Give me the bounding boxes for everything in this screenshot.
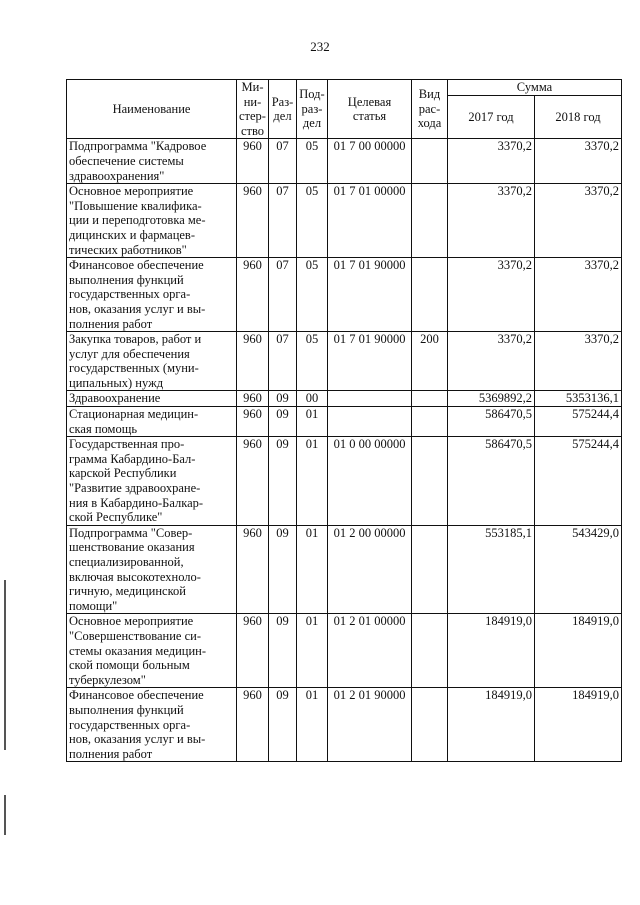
edge-mark — [4, 580, 6, 750]
cell-subsection: 05 — [297, 332, 328, 391]
cell-name: Стационарная медицин- ская помощь — [67, 407, 237, 437]
cell-2017: 586470,5 — [448, 437, 535, 526]
cell-subsection: 01 — [297, 407, 328, 437]
cell-section: 07 — [269, 332, 297, 391]
header-kind: Вид рас- хода — [412, 80, 448, 139]
table-row — [67, 184, 622, 258]
cell-ministry: 960 — [237, 688, 269, 762]
cell-target: 01 7 00 00000 — [328, 139, 412, 184]
cell-name: Основное мероприятие "Повышение квалифика- ции и переподготовка ме- дицинских и фармацев- тических работников" — [67, 184, 237, 258]
cell-2017: 5369892,2 — [448, 391, 535, 407]
cell-2018: 575244,4 — [535, 407, 622, 437]
cell-ministry: 960 — [237, 184, 269, 258]
table-row — [67, 258, 622, 332]
cell-ministry: 960 — [237, 258, 269, 332]
header-target: Целевая статья — [328, 80, 412, 139]
cell-ministry: 960 — [237, 391, 269, 407]
cell-subsection: 05 — [297, 139, 328, 184]
cell-section: 09 — [269, 391, 297, 407]
header-subsection: Под- раз- дел — [297, 80, 328, 139]
cell-2018: 3370,2 — [535, 332, 622, 391]
cell-section: 07 — [269, 139, 297, 184]
cell-target: 01 7 01 90000 — [328, 332, 412, 391]
cell-subsection: 00 — [297, 391, 328, 407]
cell-2018: 184919,0 — [535, 614, 622, 688]
cell-target — [328, 407, 412, 437]
cell-ministry: 960 — [237, 614, 269, 688]
header-2017: 2017 год — [448, 96, 535, 139]
header-sum: Сумма — [448, 80, 622, 96]
cell-ministry: 960 — [237, 139, 269, 184]
cell-section: 07 — [269, 258, 297, 332]
cell-2017: 184919,0 — [448, 688, 535, 762]
cell-subsection: 01 — [297, 614, 328, 688]
table-row — [67, 688, 622, 762]
cell-name: Финансовое обеспечение выполнения функций государственных орга- нов, оказания услуг и вы- полнения работ — [67, 688, 237, 762]
cell-2018: 3370,2 — [535, 184, 622, 258]
edge-mark — [4, 795, 6, 835]
cell-name: Здравоохранение — [67, 391, 237, 407]
table-row — [67, 525, 622, 614]
cell-section: 09 — [269, 688, 297, 762]
page-number: 232 — [310, 39, 330, 54]
table-row — [67, 332, 622, 391]
cell-name: Подпрограмма "Совер- шенствование оказания специализированной, включая высокотехноло- гичную, медицинской помощи" — [67, 525, 237, 614]
cell-subsection: 05 — [297, 184, 328, 258]
cell-2018: 3370,2 — [535, 258, 622, 332]
cell-target: 01 7 01 00000 — [328, 184, 412, 258]
table-row — [67, 614, 622, 688]
cell-ministry: 960 — [237, 525, 269, 614]
cell-kind — [412, 258, 448, 332]
cell-ministry: 960 — [237, 407, 269, 437]
cell-kind — [412, 525, 448, 614]
cell-2017: 184919,0 — [448, 614, 535, 688]
cell-kind — [412, 391, 448, 407]
cell-2017: 3370,2 — [448, 258, 535, 332]
cell-name: Закупка товаров, работ и услуг для обеспечения государственных (муни- ципальных) нужд — [67, 332, 237, 391]
header-section: Раз- дел — [269, 80, 297, 139]
header-ministry: Ми- ни- стер- ство — [237, 80, 269, 139]
cell-2017: 3370,2 — [448, 332, 535, 391]
cell-subsection: 05 — [297, 258, 328, 332]
cell-target — [328, 391, 412, 407]
cell-section: 07 — [269, 184, 297, 258]
cell-subsection: 01 — [297, 688, 328, 762]
header-2018: 2018 год — [535, 96, 622, 139]
cell-kind — [412, 437, 448, 526]
cell-target: 01 2 00 00000 — [328, 525, 412, 614]
table-row — [67, 391, 622, 407]
table-row — [67, 437, 622, 526]
cell-kind — [412, 139, 448, 184]
cell-section: 09 — [269, 407, 297, 437]
cell-2017: 3370,2 — [448, 184, 535, 258]
cell-target: 01 7 01 90000 — [328, 258, 412, 332]
cell-target: 01 2 01 00000 — [328, 614, 412, 688]
table-row — [67, 407, 622, 437]
cell-ministry: 960 — [237, 332, 269, 391]
cell-section: 09 — [269, 614, 297, 688]
cell-subsection: 01 — [297, 437, 328, 526]
cell-kind — [412, 614, 448, 688]
cell-target: 01 0 00 00000 — [328, 437, 412, 526]
cell-kind — [412, 184, 448, 258]
cell-2017: 553185,1 — [448, 525, 535, 614]
cell-ministry: 960 — [237, 437, 269, 526]
cell-2018: 3370,2 — [535, 139, 622, 184]
cell-2018: 184919,0 — [535, 688, 622, 762]
cell-section: 09 — [269, 525, 297, 614]
cell-subsection: 01 — [297, 525, 328, 614]
cell-kind — [412, 407, 448, 437]
cell-kind — [412, 688, 448, 762]
cell-name: Основное мероприятие "Совершенствование си- стемы оказания медицин- ской помощи больным туберкулезом" — [67, 614, 237, 688]
cell-name: Государственная про- грамма Кабардино-Бал- карской Республики "Развитие здравоохране- ния в Кабардино-Балкар- ской Республике" — [67, 437, 237, 526]
cell-name: Подпрограмма "Кадровое обеспечение системы здравоохранения" — [67, 139, 237, 184]
table-row — [67, 139, 622, 184]
cell-2017: 586470,5 — [448, 407, 535, 437]
cell-2018: 5353136,1 — [535, 391, 622, 407]
cell-section: 09 — [269, 437, 297, 526]
budget-table — [66, 79, 622, 762]
cell-name: Финансовое обеспечение выполнения функций государственных орга- нов, оказания услуг и вы- полнения работ — [67, 258, 237, 332]
cell-target: 01 2 01 90000 — [328, 688, 412, 762]
cell-2018: 543429,0 — [535, 525, 622, 614]
cell-2017: 3370,2 — [448, 139, 535, 184]
cell-2018: 575244,4 — [535, 437, 622, 526]
header-name: Наименование — [67, 80, 237, 139]
cell-kind: 200 — [412, 332, 448, 391]
